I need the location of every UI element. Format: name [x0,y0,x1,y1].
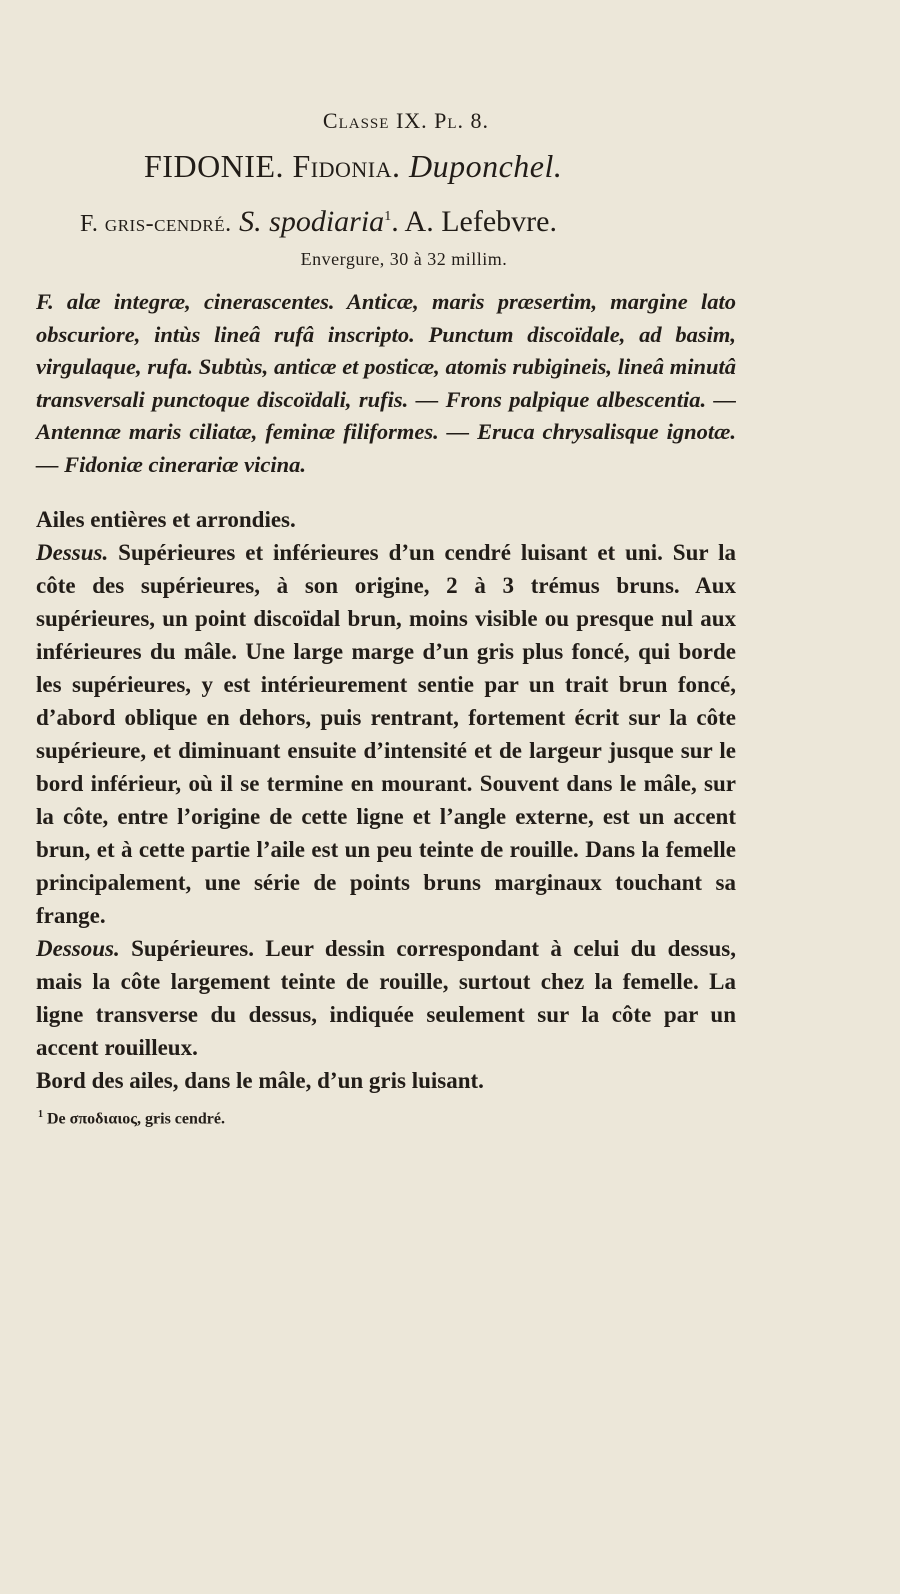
paragraph-wings: Ailes entières et arrondies. [36,507,296,532]
footnote-text: De σποδιαιος, gris cendré. [43,1110,226,1128]
genus-title [36,148,736,185]
species-french-name: F. gris-cendré. [80,211,232,237]
footnote-marker: 1 [384,209,392,224]
french-description [36,503,736,1097]
upperside-label: Dessus. [36,540,109,565]
species-author: . A. Lefebvre. [391,205,557,238]
footnote-number: 1 [38,1109,43,1120]
underside-text: Supérieures. Leur dessin correspondant à celui du dessus, mais la côte largement teinte de rouille, surtout chez la femelle. La ligne transverse du dessus, indiquée seulement sur la côte par un accent rouilleux. [36,936,736,1060]
species-title [36,205,736,239]
genus-author: Duponchel. [408,148,563,184]
page-content [36,108,736,1128]
footnote [36,1109,736,1128]
paragraph-underside [36,932,736,1064]
genus-french-name: FIDONIE. [144,148,284,184]
paragraph-wing-edge: Bord des ailes, dans le mâle, d’un gris luisant. [36,1068,484,1093]
genus-latin-name: Fidonia. [292,148,401,184]
latin-description: F. alæ integræ, cinerascentes. Anticæ, maris præsertim, margine lato obscuriore, intùs lineâ rufâ inscripto. Punctum discoïdale, ad basim, virgulaque, rufa. Subtùs, anticæ et posticæ, atomis rubigineis, lineâ minutâ transversali punctoque discoïdali, rufis. — Frons palpique albescentia. — Antennæ maris ciliatæ, feminæ filiformes. — Eruca chrysalisque ignotæ. — Fidoniæ cinerariæ vicina. [36,289,736,477]
wingspan-line: Envergure, 30 à 32 millim. [300,249,508,269]
plate-header: Classe IX. Pl. 8. [322,108,490,133]
paragraph-upperside [36,536,736,932]
species-latin-name: S. spodiaria [239,205,385,238]
underside-label: Dessous. [36,936,120,961]
upperside-text: Supérieures et inférieures d’un cendré luisant et uni. Sur la côte des supérieures, à son origine, 2 à 3 trémus bruns. Aux supérieures, un point discoïdal brun, moins visible ou presque nul aux inférieures du mâle. Une large marge d’un gris plus foncé, qui borde les supérieures, y est intérieurement sentie par un trait brun foncé, d’abord oblique en dehors, puis rentrant, fortement écrit sur la côte supérieure, et diminuant ensuite d’intensité et de largeur jusque sur le bord inférieur, où il se termine en mourant. Souvent dans le mâle, sur la côte, entre l’origine de cette ligne et l’angle externe, est un accent brun, et à cette partie l’aile est un peu teinte de rouille. Dans la femelle principalement, une série de points bruns marginaux touchant sa frange. [36,540,736,928]
